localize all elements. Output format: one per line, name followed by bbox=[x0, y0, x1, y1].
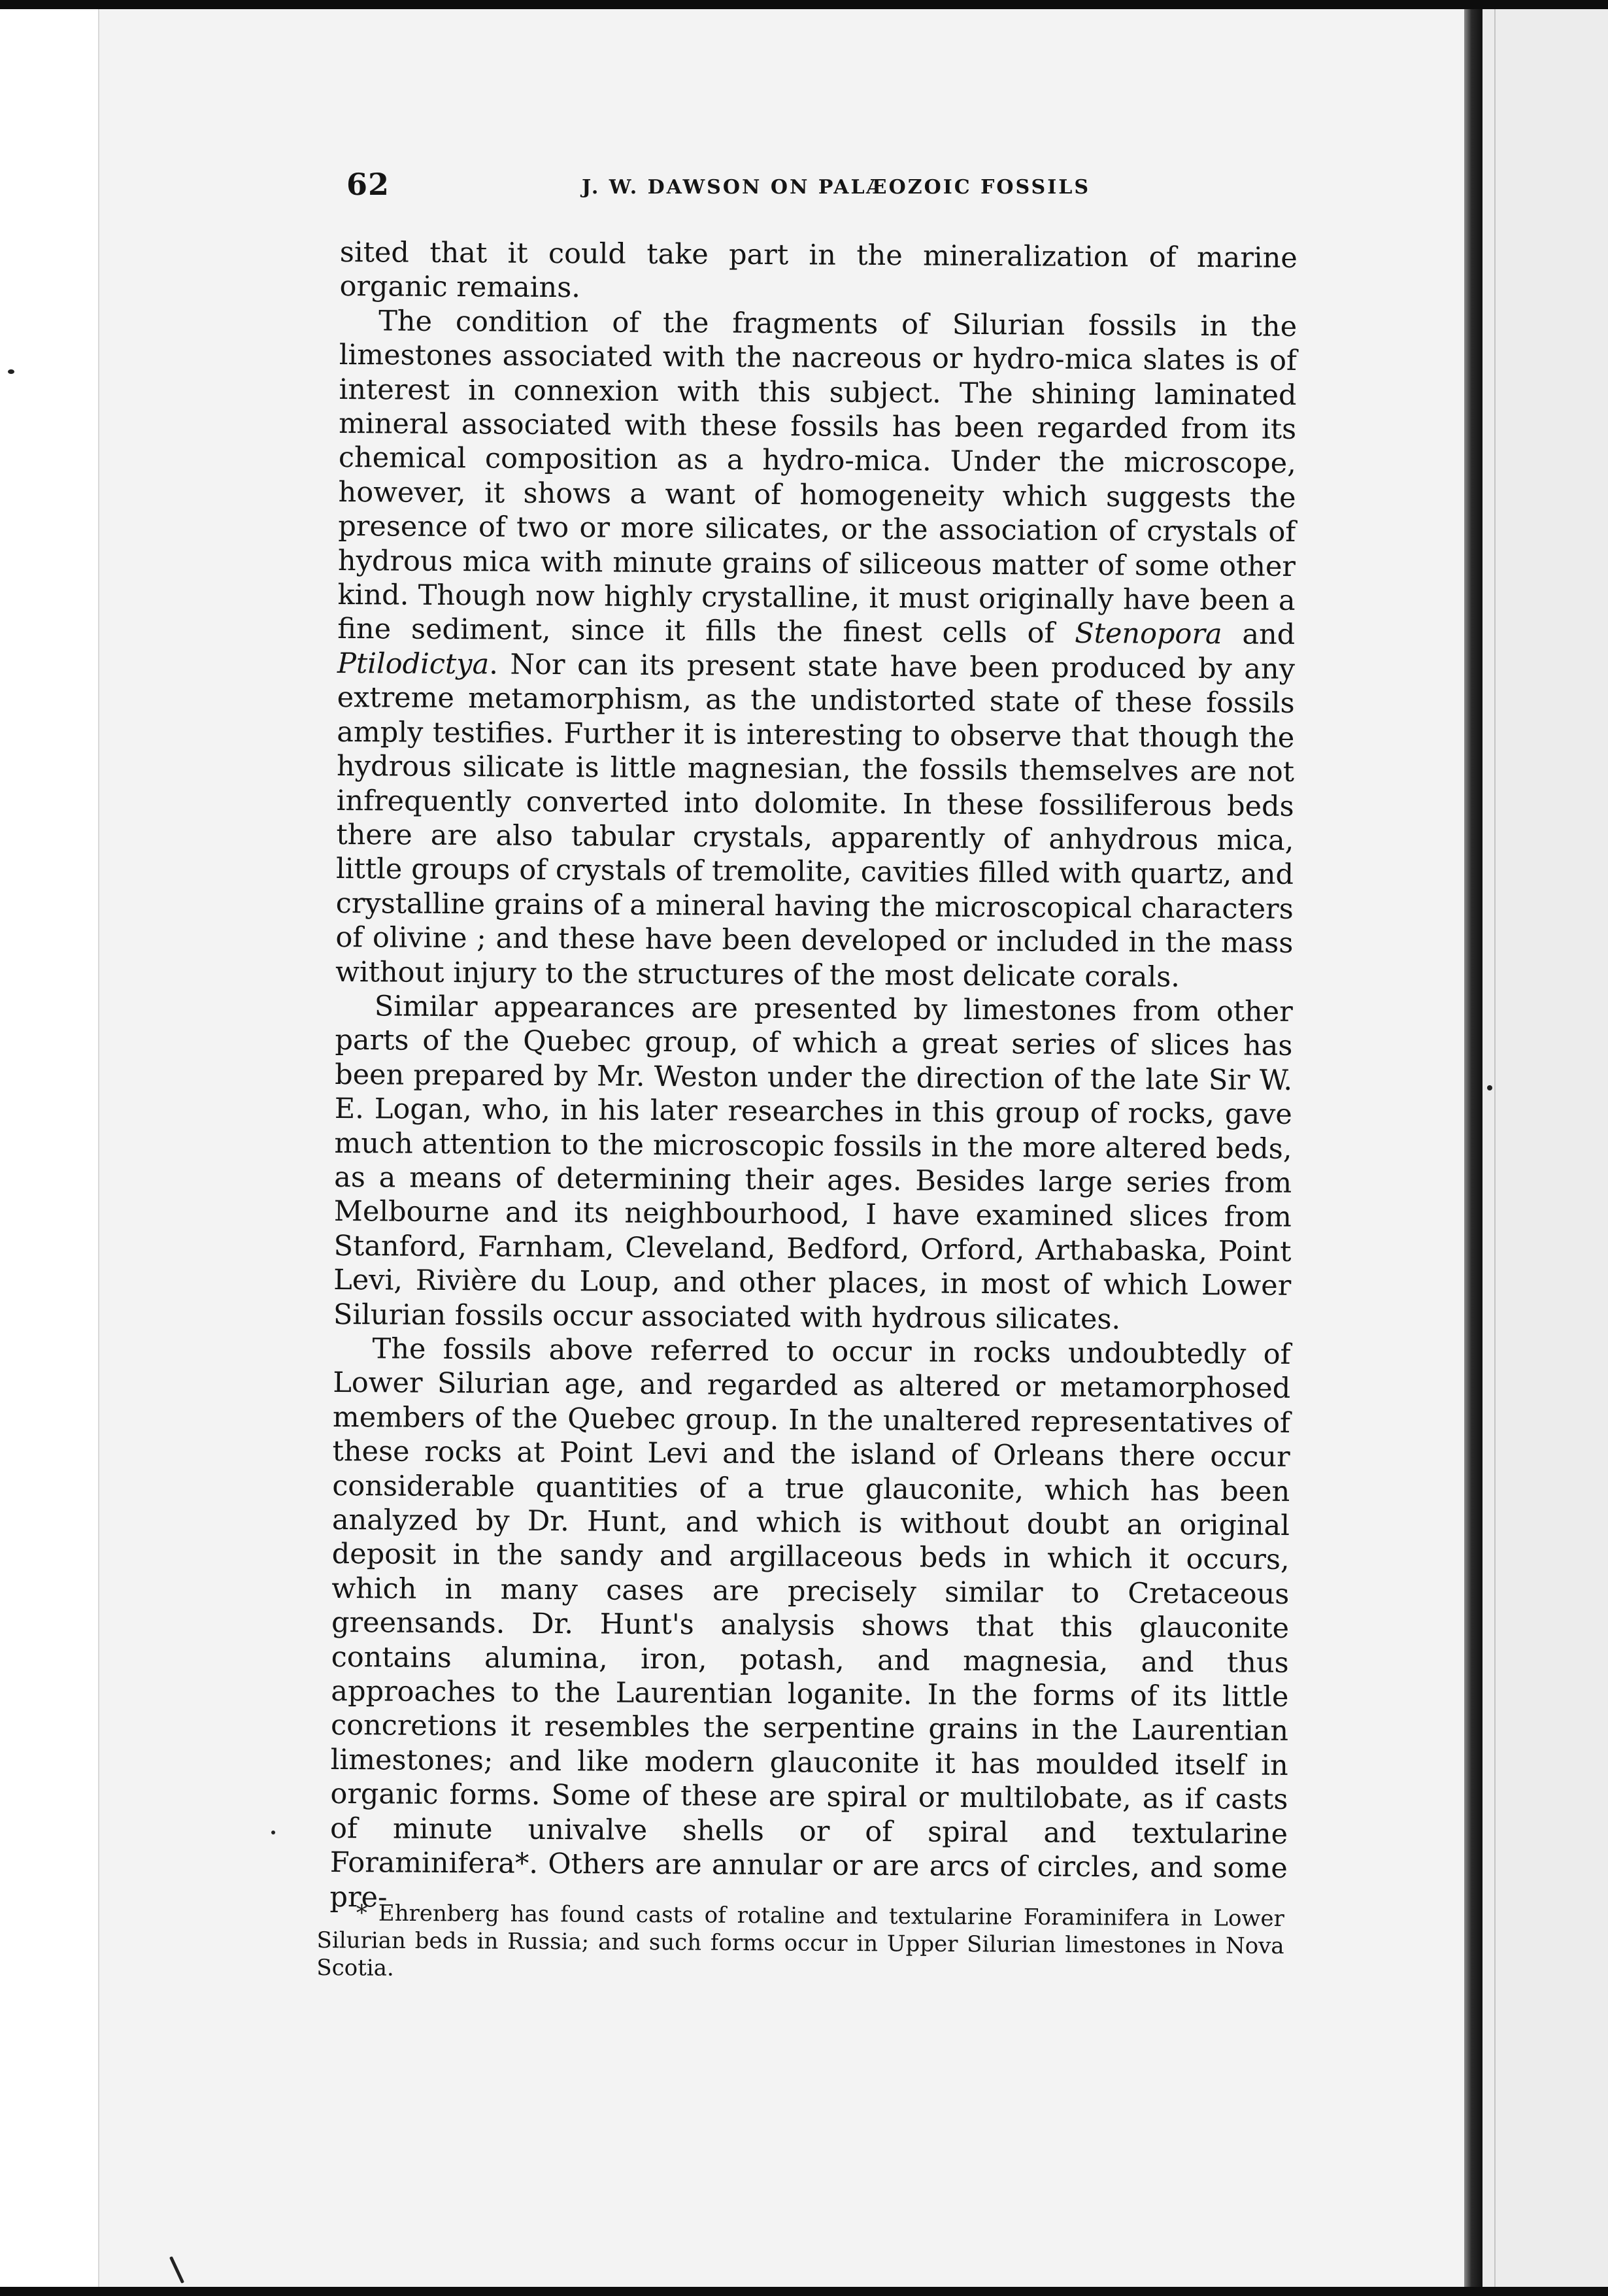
paragraph-3: Similar appearances are presented by limestones from other parts of the Quebec group, of which a great series of slices has been prepared by Mr. Weston under the direction of the late Sir W. E. Logan, who, in his later researches in this group of rocks, gave much attention to the microscopic fossils in the more altered beds, as a means of determining their ages. Besides large series from Melbourne and its neighbourhood, I have examined slices from Stanford, Farnham, Cleveland, Bedford, Orford, Arthabaska, Point Levi, Rivière du Loup, and other places, in most of which Lower Silurian fossils occur associated with hydrous silicates. bbox=[333, 990, 1293, 1336]
paragraph-2 bbox=[335, 304, 1297, 995]
scan-speck bbox=[271, 1831, 275, 1834]
paragraph-2-text-a: The condition of the fragments of Silurian fossils in the limestones associated with the nacreous or hydro-mica slates is of interest in connexion with this subject. The shining laminated mineral associated with these fossils has been regarded from its chemical composition as a hydro-mica. Under the microscope, however, it shows a want of homogeneity which suggests the presence of two or more silicates, or the association of crystals of hydrous mica with minute grains of siliceous matter of some other kind. Though now highly crystalline, it must originally have been a fine sediment, since it fills the finest cells of bbox=[337, 305, 1298, 650]
running-title: J. W. DAWSON ON PALÆOZOIC FOSSILS bbox=[582, 176, 1090, 199]
genus-stenopora: Stenopora bbox=[1075, 617, 1222, 651]
footnote bbox=[316, 1899, 1284, 1987]
scan-gutter bbox=[0, 9, 98, 2287]
footnote-text: * Ehrenberg has found casts of rotaline and textularine Foraminifera in Lower Silurian beds in Russia; and such forms occur in Upper Silurian limestones in Nova Scotia. bbox=[316, 1900, 1284, 1982]
paragraph-2-text-c: . Nor can its present state have been produced by any extreme metamorphism, as the undistorted state of these fossils amply testifies. Further it is interesting to observe that though the hydrous silicate is little magnesian, the fossils themselves are not infrequently converted into dolomite. In these fossiliferous beds there are also tabular crystals, apparently of anhydrous mica, little groups of crystals of tremolite, cavities filled with quartz, and crystalline grains of a mineral having the microscopical characters of olivine ; and these have been developed or included in the mass without injury to the structures of the most delicate corals. bbox=[335, 648, 1296, 994]
running-header bbox=[346, 167, 1320, 206]
genus-ptilodictya: Ptilodictya bbox=[337, 647, 490, 681]
scan-speck bbox=[8, 369, 14, 374]
paragraph-4: The fossils above referred to occur in rocks undoubtedly of Lower Silurian age, and regarded as altered or metamorphosed members of the Quebec group. In the unaltered representatives of these rocks at Point Levi and the island of Orleans there occur considerable quantities of a true glauconite, which has been analyzed by Dr. Hunt, and which is without doubt an original deposit in the sandy and argillaceous beds in which it occurs, which in many cases are precisely similar to Cretaceous greensands. Dr. Hunt's analysis shows that this glauconite contains alumina, iron, potash, and magnesia, and thus approaches to the Laurentian loganite. In the forms of its little concretions it resembles the serpentine grains in the Laurentian limestones; and like modern glauconite it has moulded itself in organic forms. Some of these are spiral or multilobate, as if casts of minute univalve shells or of spiral and textularine Foraminifera*. Others are annular or are arcs of circles, and some pre- bbox=[329, 1332, 1291, 1914]
scan-border-bottom bbox=[0, 2287, 1608, 2296]
page-number: 62 bbox=[346, 167, 390, 202]
scan-speck bbox=[1487, 1085, 1492, 1090]
adjacent-page-edge bbox=[1482, 9, 1608, 2287]
paragraph-2-text-b: and bbox=[1222, 618, 1296, 652]
page-binding-edge bbox=[1464, 9, 1482, 2287]
body-text bbox=[329, 235, 1298, 1920]
scan-border-top bbox=[0, 0, 1608, 9]
paragraph-1: sited that it could take part in the mineralization of marine organic remains. bbox=[339, 235, 1298, 305]
